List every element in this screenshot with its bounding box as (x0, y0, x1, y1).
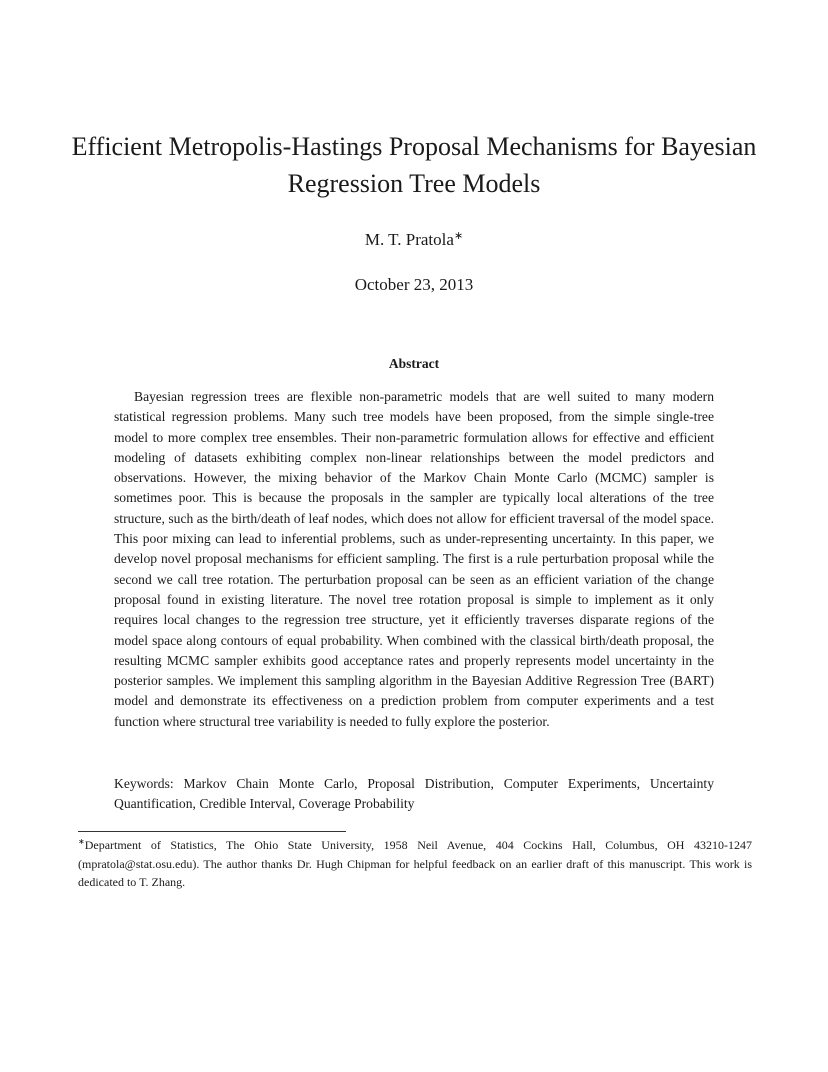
abstract-body: Bayesian regression trees are flexible non-parametric models that are well suited to many modern statistical regression problems. Many such tree models have been proposed, from the simple single-tree model to more complex tree ensembles. Their non-parametric formulation allows for effective and efficient modeling of datasets exhibiting complex non-linear relationships between the model predictors and observations. However, the mixing behavior of the Markov Chain Monte Carlo (MCMC) sampler is sometimes poor. This is because the proposals in the sampler are typically local alterations of the tree structure, such as the birth/death of leaf nodes, which does not allow for efficient traversal of the model space. This poor mixing can lead to inferential problems, such as under-representing uncertainty. In this paper, we develop novel proposal mechanisms for efficient sampling. The first is a rule perturbation proposal while the second we call tree rotation. The perturbation proposal can be seen as an efficient variation of the change proposal found in existing literature. The novel tree rotation proposal is simple to implement as it only requires local changes to the regression tree structure, yet it efficiently traverses disparate regions of the model space along contours of equal probability. When combined with the classical birth/death proposal, the resulting MCMC sampler exhibits good acceptance rates and properly represents model uncertainty in the posterior samples. We implement this sampling algorithm in the Bayesian Additive Regression Tree (BART) model and demonstrate its effectiveness on a prediction problem from computer experiments and a test function where structural tree variability is needed to fully explore the posterior. (114, 389, 714, 729)
footnote-mark: ∗ (78, 837, 85, 846)
footnote-divider (78, 831, 346, 832)
keywords: Keywords: Markov Chain Monte Carlo, Proposal Distribution, Computer Experiments, Uncertainty Quantification, Credible Interval, Coverage Probability (114, 776, 714, 812)
author-line (0, 230, 828, 250)
paper-title: Efficient Metropolis-Hastings Proposal Mechanisms for Bayesian Regression Tree Models (71, 132, 757, 198)
author-footnote-mark: ∗ (453, 230, 464, 242)
abstract-heading: Abstract (388, 356, 440, 371)
footnote-text: Department of Statistics, The Ohio State University, 1958 Neil Avenue, 404 Cockins Hall, Columbus, OH 43210-1247 (mpratola@stat.osu.edu). The author thanks Dr. Hugh Chipman for helpful feedback on an earlier draft of this manuscript. This work is dedicated to T. Zhang. (78, 838, 752, 889)
footnote (78, 836, 752, 892)
author-name: M. T. Pratola (364, 230, 454, 249)
paper-date: October 23, 2013 (354, 275, 474, 294)
